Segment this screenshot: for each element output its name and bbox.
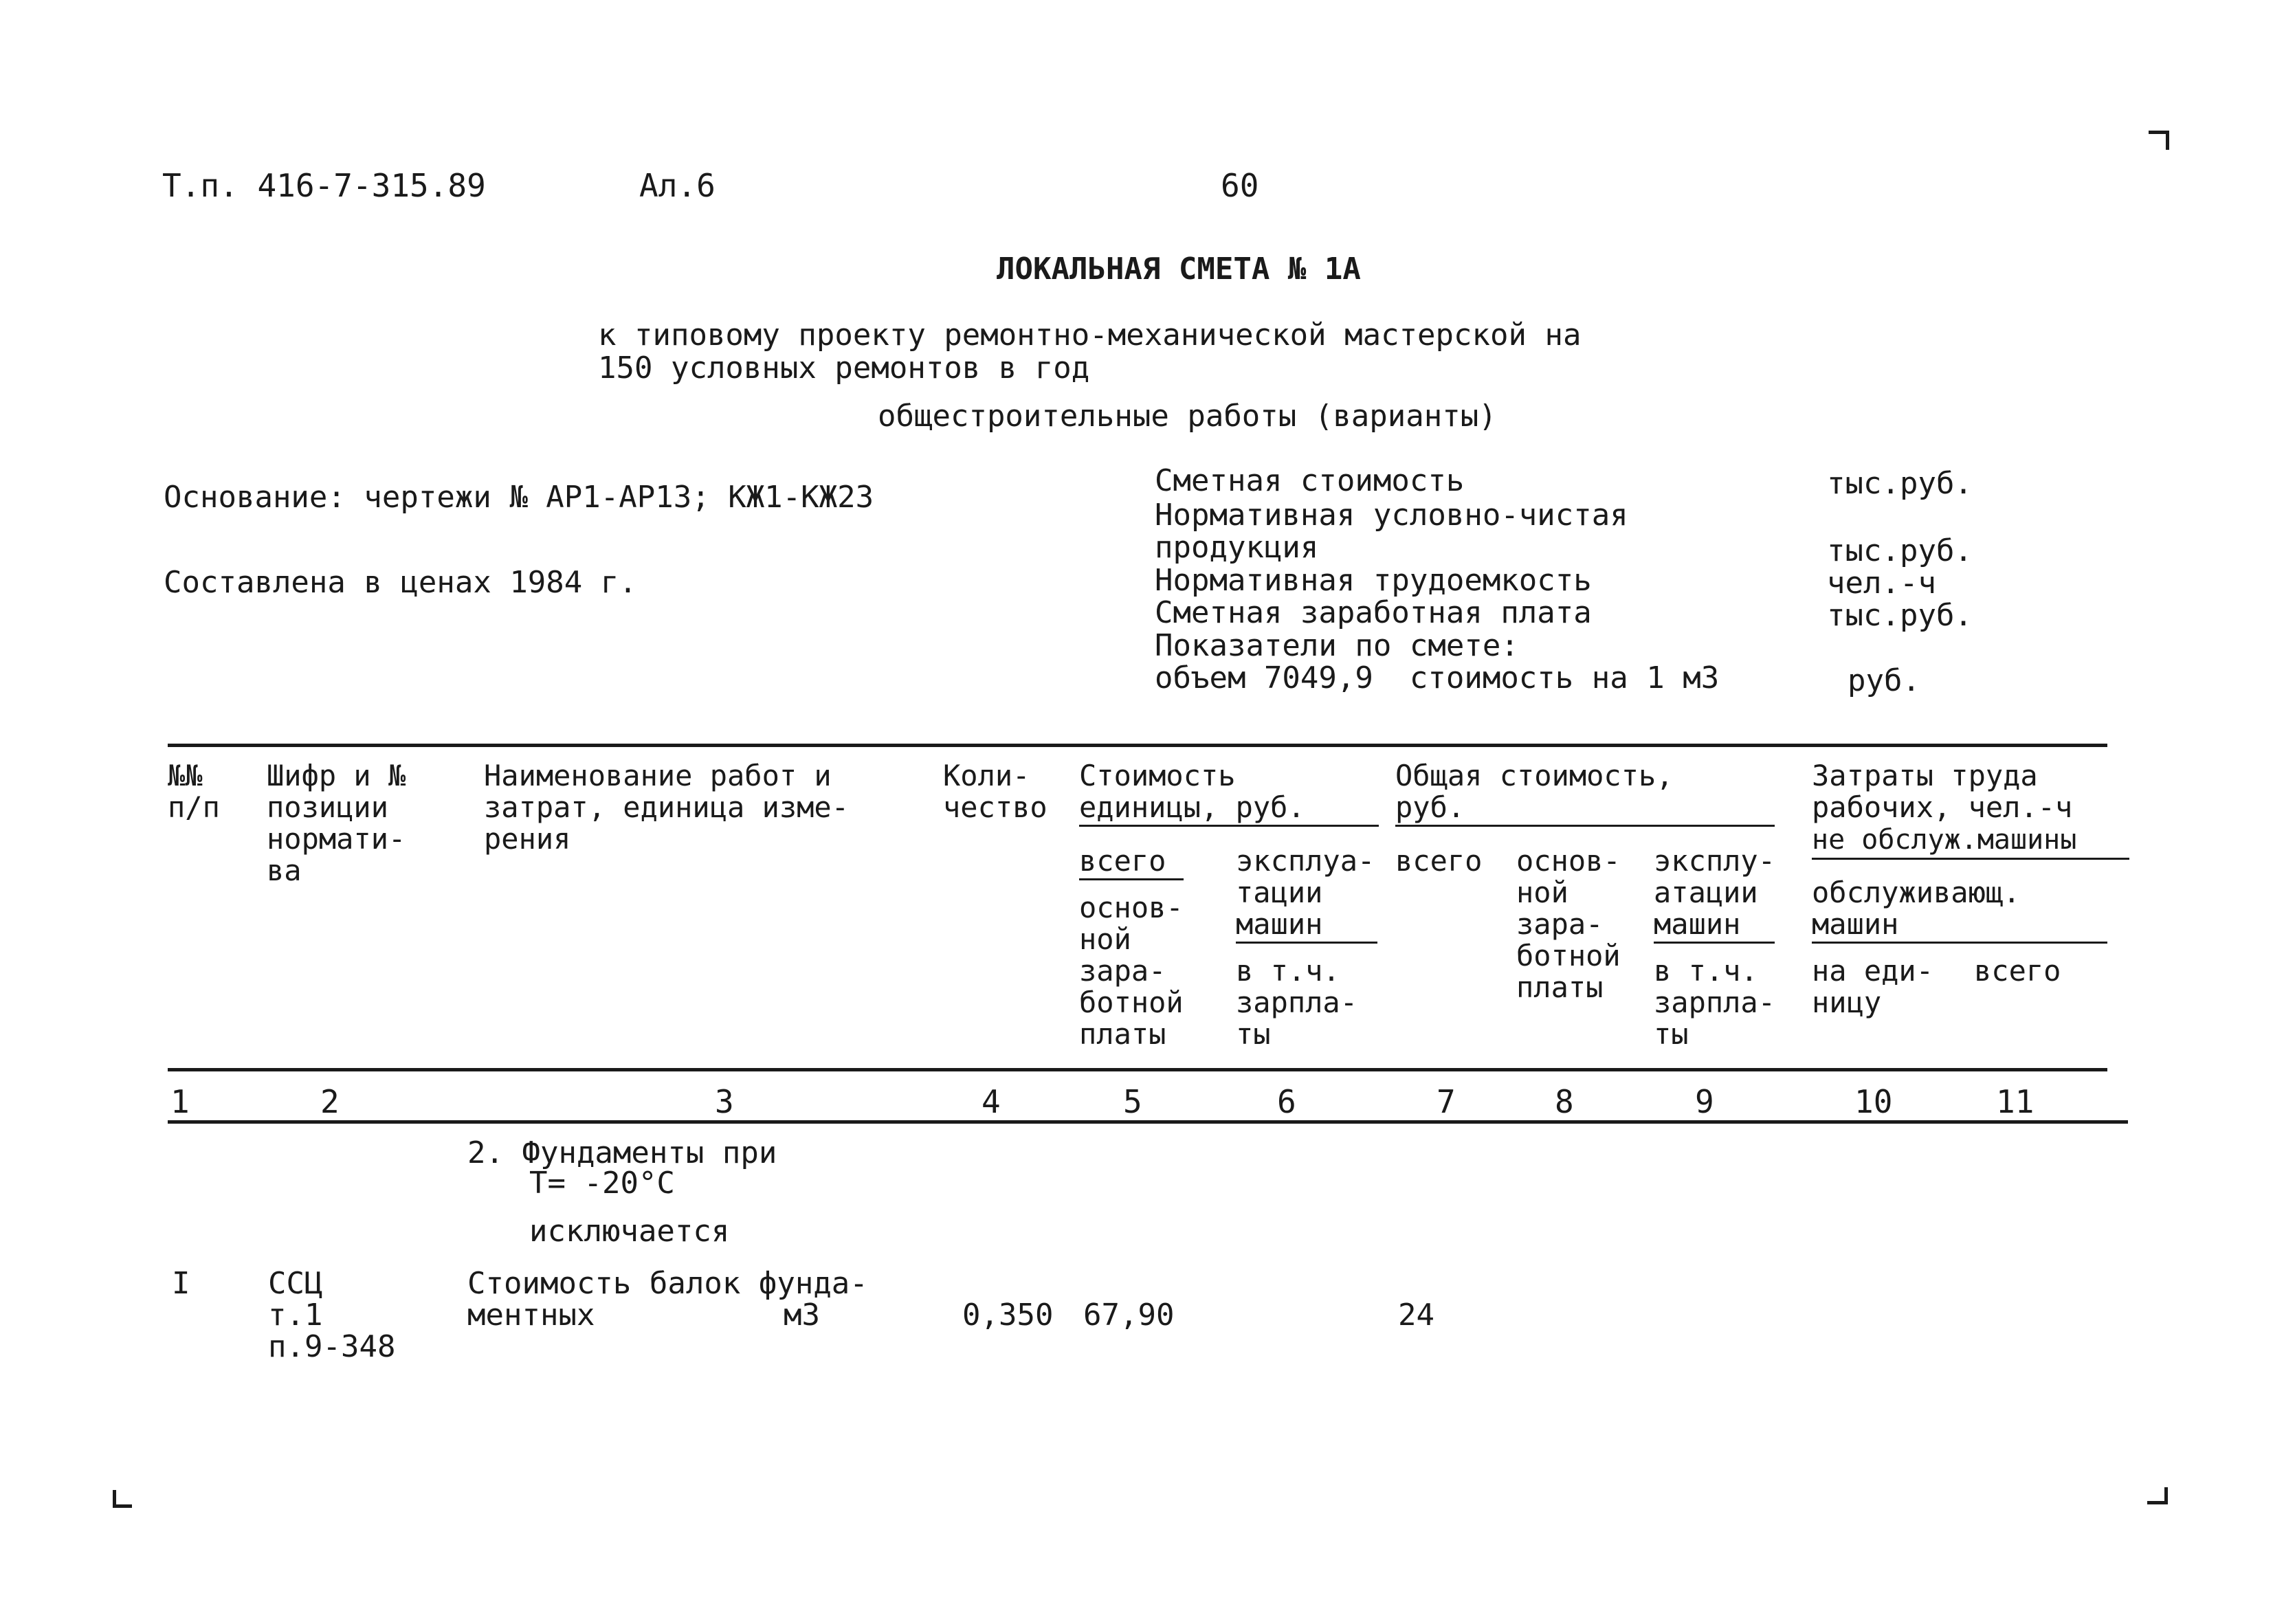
column-number: 6 — [1277, 1083, 1296, 1120]
col9-header: атации — [1654, 876, 1758, 909]
summary-unit: тыс.руб. — [1827, 598, 1973, 633]
group-underline — [1079, 825, 1379, 827]
basis-line: Основание: чертежи № АР1-АР13; КЖ1-КЖ23 — [164, 480, 874, 515]
col6-header: зарпла- — [1236, 986, 1358, 1019]
estimate-title: ЛОКАЛЬНАЯ СМЕТА № 1А — [997, 252, 1361, 287]
section-condition: Т= -20°С — [529, 1166, 675, 1201]
summary-line: объем 7049,9 стоимость на 1 м3 — [1155, 660, 1720, 696]
labor-subheader-machine: машин — [1812, 907, 1899, 941]
summary-line: Показатели по смете: — [1155, 628, 1519, 663]
col8-header: ной — [1516, 876, 1568, 909]
col8-header: ботной — [1516, 939, 1621, 972]
col11-header: всего — [1974, 954, 2061, 988]
col2-header: ва — [267, 854, 302, 887]
column-number: 10 — [1854, 1083, 1893, 1120]
col4-header: Коли- — [943, 759, 1030, 792]
column-number: 11 — [1996, 1083, 2034, 1120]
col6-header: в т.ч. — [1236, 954, 1340, 988]
column-number: 9 — [1695, 1083, 1714, 1120]
labor-header: Затраты труда — [1812, 759, 2038, 792]
row-number: I — [172, 1266, 190, 1301]
row-quantity: 0,350 — [962, 1298, 1054, 1333]
col5-header: ной — [1079, 922, 1131, 956]
col2-header: Шифр и № — [267, 759, 406, 792]
section-title: 2. Фундаменты при — [467, 1135, 777, 1170]
col3-header: рения — [484, 822, 571, 856]
corner-mark — [2166, 131, 2169, 150]
row-unit-total: 67,90 — [1083, 1298, 1175, 1333]
total-cost-header: Общая стоимость, — [1395, 759, 1674, 792]
col6-header: ты — [1236, 1017, 1271, 1051]
col5-header: платы — [1079, 1017, 1166, 1051]
col6-header: эксплуа- — [1236, 844, 1375, 878]
group-underline — [1812, 858, 2129, 860]
title-line-2: 150 условных ремонтов в год — [598, 351, 1090, 386]
col4-header: чество — [943, 790, 1047, 824]
group-underline — [1812, 942, 2107, 944]
unit-cost-header: единицы, руб. — [1079, 790, 1305, 824]
col8-header: зара- — [1516, 907, 1604, 941]
document-code: Т.п. 416-7-315.89 — [162, 167, 486, 204]
row-name: Стоимость балок фунда- — [467, 1266, 868, 1301]
summary-line: Нормативная трудоемкость — [1155, 563, 1592, 598]
col5-header: зара- — [1079, 954, 1166, 988]
labor-subheader-non-machine: не обслуж.машины — [1812, 824, 2077, 856]
col8-header: основ- — [1516, 844, 1621, 878]
summary-line: Сметная заработная плата — [1155, 595, 1592, 630]
col8-header: платы — [1516, 970, 1604, 1004]
column-number: 2 — [320, 1083, 340, 1120]
summary-unit: чел.-ч — [1827, 566, 1936, 601]
group-underline — [1079, 878, 1184, 880]
col9-header: зарпла- — [1654, 986, 1776, 1019]
row-total: 24 — [1398, 1298, 1434, 1333]
labor-header: рабочих, чел.-ч — [1812, 790, 2073, 824]
column-number: 8 — [1555, 1083, 1574, 1120]
col1-header: №№ — [168, 759, 203, 792]
col10-header: на еди- — [1812, 954, 1934, 988]
table-top-rule — [168, 744, 2107, 747]
col1-header: п/п — [168, 790, 220, 824]
column-number: 4 — [982, 1083, 1001, 1120]
column-numbers-rule — [168, 1120, 2128, 1124]
prices-line: Составлена в ценах 1984 г. — [164, 565, 637, 600]
col3-header: Наименование работ и — [484, 759, 832, 792]
summary-unit: тыс.руб. — [1827, 466, 1973, 501]
column-number: 3 — [715, 1083, 734, 1120]
sheet-label: Ал.6 — [639, 167, 716, 204]
col9-header: эксплу- — [1654, 844, 1776, 878]
column-number: 1 — [170, 1083, 190, 1120]
col7-header: всего — [1395, 844, 1483, 878]
corner-mark — [113, 1504, 132, 1508]
row-code: п.9-348 — [268, 1329, 396, 1364]
labor-subheader-machine: обслуживающ. — [1812, 876, 2021, 909]
total-cost-header: руб. — [1395, 790, 1465, 824]
summary-unit: тыс.руб. — [1827, 533, 1973, 568]
col9-header: ты — [1654, 1017, 1689, 1051]
summary-line: Сметная стоимость — [1155, 463, 1465, 498]
unit-cost-header: Стоимость — [1079, 759, 1236, 792]
col5-header: основ- — [1079, 891, 1184, 924]
col10-header: ницу — [1812, 986, 1882, 1019]
column-number: 7 — [1437, 1083, 1456, 1120]
col3-header: затрат, единица изме- — [484, 790, 850, 824]
summary-unit: руб. — [1848, 663, 1920, 698]
group-underline — [1654, 942, 1775, 944]
row-name: ментных — [467, 1298, 595, 1333]
row-code: т.1 — [268, 1298, 323, 1333]
title-line-3: общестроительные работы (варианты) — [878, 399, 1497, 434]
col2-header: позиции — [267, 790, 389, 824]
col9-header: машин — [1654, 907, 1741, 941]
summary-line: продукция — [1155, 530, 1319, 565]
section-note: исключается — [529, 1214, 730, 1249]
row-unit: м3 — [784, 1298, 820, 1333]
row-code: ССЦ — [268, 1266, 323, 1301]
page-number: 60 — [1221, 167, 1259, 204]
group-underline — [1236, 942, 1377, 944]
col5-header: ботной — [1079, 986, 1184, 1019]
col9-header: в т.ч. — [1654, 954, 1758, 988]
col5-header: всего — [1079, 844, 1166, 878]
col6-header: машин — [1236, 907, 1323, 941]
title-line-1: к типовому проекту ремонтно-механической мастерской на — [598, 318, 1582, 353]
column-number: 5 — [1123, 1083, 1142, 1120]
group-underline — [1395, 825, 1775, 827]
summary-line: Нормативная условно-чистая — [1155, 498, 1628, 533]
col2-header: нормати- — [267, 822, 406, 856]
header-bottom-rule — [168, 1068, 2107, 1071]
corner-mark — [2164, 1487, 2168, 1504]
col6-header: тации — [1236, 876, 1323, 909]
